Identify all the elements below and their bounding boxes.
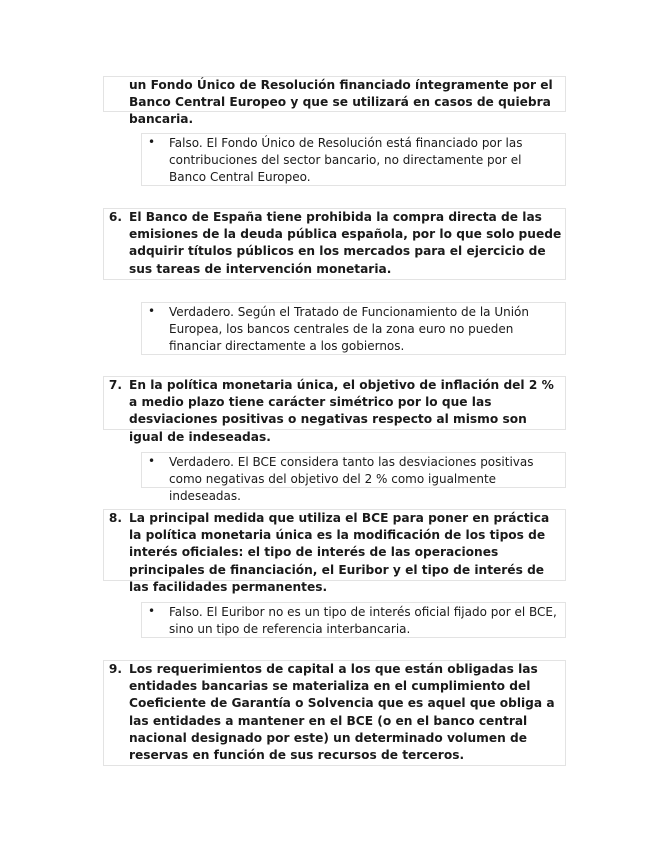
question-text: La principal medida que utiliza el BCE para poner en práctica la política monetaria única es la modificación de los tipos de interés oficiales: el tipo de interés de las operaciones principales de financiación, el Euribor y el tipo de interés de las facilidades permanentes. (129, 511, 550, 594)
bullet: • (148, 454, 156, 468)
question-text: El Banco de España tiene prohibida la compra directa de las emisiones de la deuda pública española, por lo que solo puede adquirir títulos públicos en los mercados para el ejercicio de sus tareas de intervención monetaria. (129, 210, 562, 276)
question-number: 7. (108, 378, 122, 392)
answer-text: Falso. El Fondo Único de Resolución está financiado por las contribuciones del sector bancario, no directamente por el Banco Central Europeo. (169, 136, 523, 184)
answer-text: Verdadero. Según el Tratado de Funcionamiento de la Unión Europea, los bancos centrales de la zona euro no pueden financiar directamente a los gobiernos. (169, 305, 530, 353)
question-number: 6. (108, 210, 122, 224)
question-number: 9. (108, 662, 122, 676)
answer-text: Falso. El Euribor no es un tipo de interés oficial fijado por el BCE, sino un tipo de referencia interbancaria. (169, 605, 557, 636)
bullet: • (148, 604, 156, 618)
question-number: 8. (108, 511, 122, 525)
bullet: • (148, 304, 156, 318)
answer-text: Verdadero. El BCE considera tanto las desviaciones positivas como negativas del objetivo del 2 % como igualmente indeseadas. (169, 455, 534, 503)
question-text: Los requerimientos de capital a los que están obligadas las entidades bancarias se materializa en el cumplimiento del Coeficiente de Garantía o Solvencia que es aquel que obliga a las entidades a mantener en el BCE (o en el banco central nacional designado por este) un determinado volumen de reservas en función de sus recursos de terceros. (129, 662, 555, 763)
bullet: • (148, 135, 156, 149)
question-text: un Fondo Único de Resolución financiado íntegramente por el Banco Central Europeo y que se utilizará en casos de quiebra bancaria. (129, 78, 553, 127)
question-text: En la política monetaria única, el objetivo de inflación del 2 % a medio plazo tiene carácter simétrico por lo que las desviaciones positivas o negativas respecto al mismo son igual de indeseadas. (129, 378, 554, 444)
